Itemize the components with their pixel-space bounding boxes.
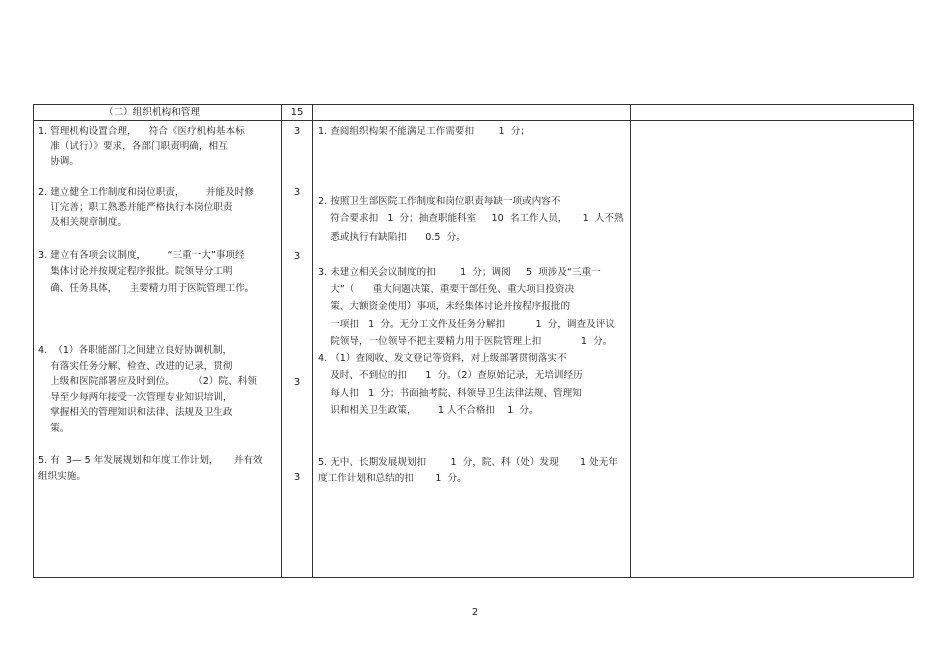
method-line: 1. 查阅组织构架不能满足工作需要扣 1 分； <box>318 126 530 137</box>
method-line: 一项扣 1 分。无分工文件及任务分解扣 1 分，调查及评议 <box>318 319 615 330</box>
method-line: 度工作计划和总结的扣 1 分。 <box>318 473 467 484</box>
method-line: 及时、不到位的扣 1 分。（2）查原始记录，无培训经历 <box>318 370 583 381</box>
method-line: 大”（ 重大问题决策、重要干部任免、重大项目投资决 <box>318 284 575 295</box>
standard-line: 4. （1）各职能部门之间建立良好协调机制， <box>38 345 233 356</box>
item-score: 3 <box>293 126 301 137</box>
item-score: 3 <box>293 377 301 388</box>
standard-line: 5. 有 3— 5 年发展规划和年度工作计划， 并有效 <box>38 455 263 466</box>
standard-line: 3. 建立有各项会议制度， “三重一大”事项经 <box>38 250 245 261</box>
standard-line: 集体讨论并按规定程序报批。院领导分工明 <box>38 266 233 277</box>
standard-line: 订完善；职工熟悉并能严格执行本岗位职责 <box>38 202 233 213</box>
method-line: 识和相关卫生政策， 1 人不合格扣 1 分。 <box>318 405 539 416</box>
method-line: 符合要求扣 1 分；抽查职能科室 10 名工作人员， 1 人不熟 <box>318 213 624 224</box>
standard-line: 上级和医院部署应及时到位。 （2）院、科领 <box>38 376 257 387</box>
standard-line: 1. 管理机构设置合理， 符合《医疗机构基本标 <box>38 126 245 137</box>
standard-line: 组织实施。 <box>38 471 86 482</box>
standard-line: 2. 建立健全工作制度和岗位职责， 并能及时修 <box>38 187 254 198</box>
column-divider <box>281 105 282 577</box>
column-divider <box>630 105 631 577</box>
total-score: 15 <box>290 107 304 118</box>
page-number: 2 <box>471 607 479 618</box>
method-line: 院领导，一位领导不把主要精力用于医院管理上扣 1 分。 <box>318 336 613 347</box>
standard-line: 协调。 <box>38 156 79 167</box>
standard-line: 策。 <box>38 423 70 434</box>
method-line: 5. 无中、长期发展规划扣 1 分，院、科（处）发现 1 处无年 <box>318 457 618 468</box>
standard-line: 确、任务具体， 主要精力用于医院管理工作。 <box>38 283 255 294</box>
header-divider <box>34 120 913 121</box>
method-line: 每人扣 1 分；书面抽考院、科领导卫生法律法规、管理知 <box>318 388 582 399</box>
method-line: 3. 未建立相关会议制度的扣 1 分；调阅 5 项涉及“三重一 <box>318 267 601 278</box>
column-divider <box>312 105 313 577</box>
standard-line: 准（试行）》要求，各部门职责明确，相互 <box>38 141 228 152</box>
item-score: 3 <box>293 187 301 198</box>
standard-line: 及相关规章制度。 <box>38 217 127 228</box>
section-title: （二）组织机构和管理 <box>104 107 200 118</box>
item-score: 3 <box>293 472 301 483</box>
evaluation-table <box>33 104 914 578</box>
method-line: 悉或执行有缺陷扣 0.5 分。 <box>318 232 466 243</box>
method-line: 4. （1）查阅收、发文登记等资料，对上级部署贯彻落实不 <box>318 353 567 364</box>
standard-line: 导至少每两年接受一次管理专业知识培训， <box>38 392 233 403</box>
item-score: 3 <box>293 251 301 262</box>
standard-line: 有落实任务分解、检查、改进的记录，贯彻 <box>38 361 233 372</box>
standard-line: 掌握相关的管理知识和法律、法规及卫生政 <box>38 407 233 418</box>
method-line: 2. 按照卫生部医院工作制度和岗位职责每缺一项或内容不 <box>318 196 561 207</box>
method-line: 策、大额资金使用）事项，未经集体讨论并按程序报批的 <box>318 301 571 312</box>
